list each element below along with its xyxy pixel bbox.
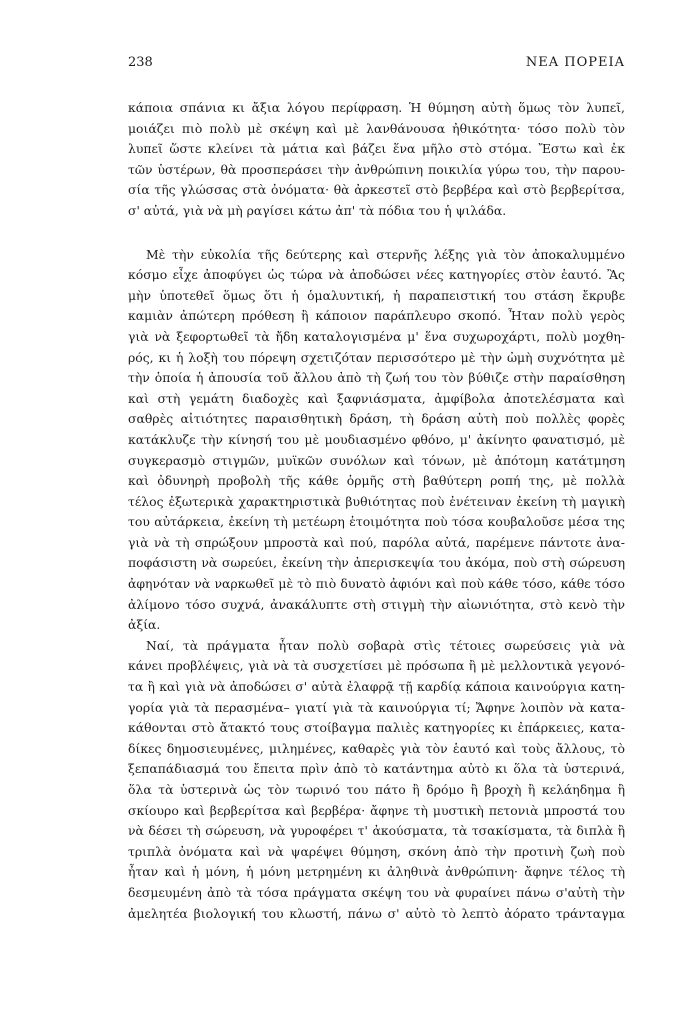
text-line: ἀφηνόταν νὰ ναρκωθεῖ μὲ τὸ πιὸ δυνατὸ ἀφιόνι καὶ ποὺ κάθε τόσο, κάθε τόσο bbox=[128, 576, 625, 592]
text-line: ἀξία. bbox=[128, 617, 161, 633]
text-line: κατάκλυζε τὴν κίνησή του μὲ μουδιασμένο φθόνο, μ' ἀκίνητο φανατισμό, μὲ bbox=[128, 431, 625, 447]
paragraph-3 bbox=[128, 636, 625, 924]
text-line: γιὰ νὰ τὴ σπρώξουν μπροστὰ καὶ πού, παρόλα αὐτά, παρέμενε πάντοτε ἀνα- bbox=[128, 534, 625, 550]
text-line: ποφάσιστη νὰ σωρεύει, ἐκείνη τὴν ἀπερισκεψία του ἀκόμα, ποὺ στὴ σώρευση bbox=[128, 555, 625, 571]
paragraph-gap bbox=[128, 222, 625, 245]
text-line: μοιάζει πιὸ πολὺ μὲ σκέψη καὶ μὲ λανθάνουσα ἠθικότητα· τόσο πολὺ τὸν bbox=[128, 120, 625, 136]
text-line: συγκερασμὸ στιγμῶν, μυϊκῶν συνόλων καὶ τόνων, μὲ ἀπότομη κατάτμηση bbox=[128, 452, 625, 468]
text-line: τα ἢ καὶ γιὰ νὰ ἀποδώσει σ' αὐτὰ ἐλαφρᾷ τῇ καρδίᾳ κάποια καινούργια κατη- bbox=[128, 679, 625, 695]
text-line: δεσμευμένη ἀπὸ τὰ τόσα πράγματα σκέψη του νὰ φυραίνει πάνω σ'αὐτὴ τὴν bbox=[128, 884, 625, 900]
text-line: μὴν ὑποτεθεῖ ὅμως ὅτι ἡ ὁμαλυντική, ἡ παραπειστική του στάση ἔκρυβε bbox=[128, 287, 625, 303]
text-line: τέλος ἐξωτερικὰ χαρακτηριστικὰ βυθιότητας ποὺ ἐνέτειναν ἐκείνη τὴ μαγικὴ bbox=[128, 493, 625, 509]
text-line: σ' αὐτά, γιὰ νὰ μὴ ραγίσει κάτω ἀπ' τὰ πόδια του ἡ ψιλάδα. bbox=[128, 202, 507, 218]
text-line: Μὲ τὴν εὐκολία τῆς δεύτερης καὶ στερνῆς λέξης γιὰ τὸν ἀποκαλυμμένο bbox=[146, 246, 625, 262]
text-line: ξεπαπάδιασμά του ἔπειτα πρὶν ἀπὸ τὸ κατάντημα αὐτὸ κι ὅλα τὰ ὑστερινά, bbox=[128, 761, 625, 777]
paragraph-2 bbox=[128, 245, 625, 636]
page-number: 238 bbox=[128, 55, 153, 70]
text-line: καὶ ὀδυνηρὴ προβολὴ τῆς κάθε ὁρμῆς στὴ βαθύτερη ροπή της, μὲ πολλὰ bbox=[128, 473, 625, 489]
text-line: κάποια σπάνια κι ἄξια λόγου περίφραση. Ἡ θύμηση αὐτὴ ὅμως τὸν λυπεῖ, bbox=[128, 100, 625, 115]
text-line: τριπλὰ ὀνόματα καὶ νὰ ψαρέψει θύμηση, σκόνη ἀπὸ τὴν προτινὴ ζωὴ ποὺ bbox=[128, 843, 625, 859]
text-line: καμιὰν ἀπώτερη πρόθεση ἢ κάποιον παράπλευρο σκοπό. Ἦταν πολὺ γερὸς bbox=[128, 308, 625, 324]
text-line: κόσμο εἶχε ἀποφύγει ὡς τώρα νὰ ἀποδώσει νέες κατηγορίες στὸν ἑαυτό. Ἂς bbox=[128, 267, 625, 283]
text-line: λυπεῖ ὥστε κλείνει τὰ μάτια καὶ βάζει ἕνα μῆλο στὸ στόμα. Ἔστω καὶ ἐκ bbox=[128, 141, 625, 157]
text-line: γιὰ νὰ ξεφορτωθεῖ τὰ ἤδη καταλογισμένα μ' ἕνα συχωροχάρτι, πολὺ μοχθη- bbox=[128, 328, 625, 344]
text-line: Ναί, τὰ πράγματα ἦταν πολὺ σοβαρὰ στὶς τέτοιες σωρεύσεις γιὰ νὰ bbox=[146, 637, 625, 653]
body-text bbox=[128, 98, 625, 924]
text-line: δίκες δημοσιευμένες, μιλημένες, καθαρὲς γιὰ τὸν ἑαυτό καὶ τοὺς ἄλλους, τὸ bbox=[128, 740, 625, 756]
text-line: κάνει προβλέψεις, γιὰ νὰ τὰ συσχετίσει μὲ πρόσωπα ἢ μὲ μελλοντικὰ γεγονό- bbox=[128, 658, 625, 674]
text-line: καὶ στὴ γεμάτη διαδοχὲς καὶ ξαφνιάσματα, ἀμφίβολα ἀποτελέσματα καὶ bbox=[128, 390, 625, 406]
text-line: κάθονται στὸ ἄτακτό τους στοίβαγμα παλιὲς κατηγορίες κι ἐπάρκειες, κατα- bbox=[128, 720, 625, 736]
paragraph-1 bbox=[128, 98, 625, 222]
text-line: γορία γιὰ τὰ περασμένα– γιατί γιὰ τὰ καινούργια τί; Ἄφηνε λοιπὸν νὰ κατα- bbox=[128, 699, 625, 715]
running-head: ΝΕΑ ΠΟΡΕΙΑ bbox=[525, 55, 625, 70]
text-line: σαθρὲς αἰτιότητες παραισθητικὴ δράση, τὴ δράση αὐτὴ ποὺ πολλὲς φορὲς bbox=[128, 411, 625, 427]
text-line: νὰ δέσει τὴ σώρευση, νὰ γυροφέρει τ' ἀκούσματα, τὰ τσακίσματα, τὰ διπλὰ ἢ bbox=[128, 823, 625, 839]
text-line: σκίουρο καὶ βερβερίτσα καὶ βερβέρα· ἄφηνε τὴ μυστικὴ πετονιὰ μπροστά του bbox=[128, 802, 625, 818]
page-header bbox=[128, 55, 625, 70]
text-line: σία τῆς γλώσσας στὰ ὀνόματα· θὰ ἀρκεστεῖ στὸ βερβέρα καὶ στὸ βερβερίτσα, bbox=[128, 182, 625, 198]
text-line: του αὐτάρκεια, ἐκείνη τὴ μετέωρη ἑτοιμότητα ποὺ τόσα κουβαλοῦσε μέσα της bbox=[128, 514, 625, 530]
text-line: τὴν ὁποία ἡ ἀπουσία τοῦ ἄλλου ἀπὸ τὴ ζωή του τὸν βύθιζε στὴν παραίσθηση bbox=[128, 370, 625, 386]
text-line: ἦταν καὶ ἡ μόνη, ἡ μόνη μετρημένη κι ἀληθινὰ ἀνθρώπινη· ἄφηνε τέλος τὴ bbox=[128, 864, 625, 880]
text-line: τῶν ὑστέρων, θὰ προσπεράσει τὴν ἀνθρώπινη ποικιλία γύρω του, τὴν παρου- bbox=[128, 161, 625, 177]
text-line: ἀλίμονο τόσο συχνά, ἀνακάλυπτε στὴ στιγμὴ τὴν αἰωνιότητα, στὸ κενὸ τὴν bbox=[128, 596, 625, 612]
text-line: ὅλα τὰ ὑστερινὰ ὡς τὸν τωρινό του πάτο ἢ δρόμο ἢ βροχὴ ἢ κελάηδημα ἢ bbox=[128, 782, 625, 797]
text-line: ἀμελητέα βιολογική του κλωστή, πάνω σ' αὐτὸ τὸ λεπτὸ ἀόρατο τράνταγμα bbox=[128, 905, 625, 921]
text-line: ρός, κι ἡ λοξὴ του πόρεψη σχετιζόταν περισσότερο μὲ τὴν ὠμὴ συχνότητα μὲ bbox=[128, 349, 625, 365]
